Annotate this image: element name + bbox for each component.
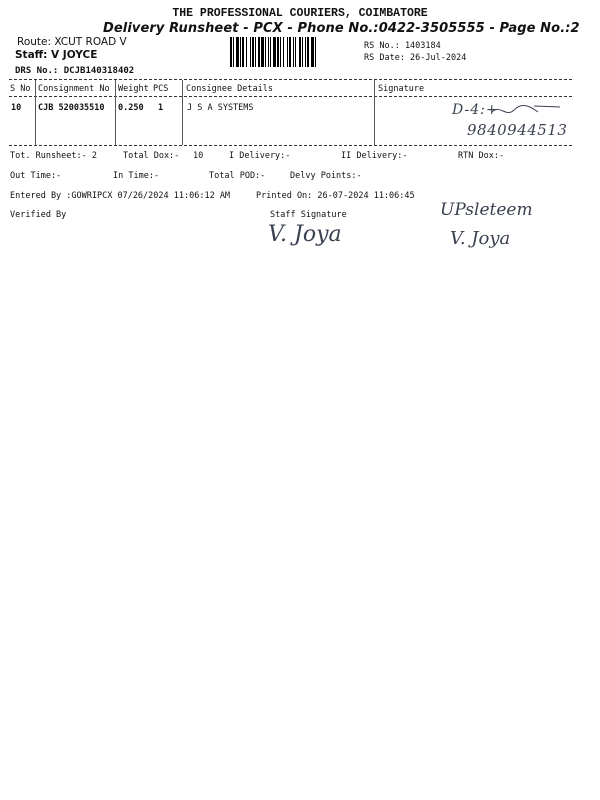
cell-pcs: 1 <box>158 103 164 113</box>
col-header-signature: Signature <box>378 84 425 94</box>
cell-sno: 10 <box>11 103 22 113</box>
col-divider <box>374 80 375 145</box>
col-divider <box>35 80 36 145</box>
col-header-sno: S No <box>10 84 31 94</box>
cell-consignment: CJB 520035510 <box>38 103 105 113</box>
runsheet-title: Delivery Runsheet - PCX - Phone No.:0422-3505555 - Page No.:2 <box>103 21 580 36</box>
staff-label: Staff: V JOYCE <box>15 49 98 61</box>
rtn-dox: RTN Dox:- <box>458 151 505 161</box>
staff-signature-handwriting: V. Joya <box>268 222 342 247</box>
col-divider <box>182 80 183 145</box>
table-header-rule <box>9 96 572 97</box>
cell-weight: 0.250 <box>118 103 144 113</box>
col-header-pcs: PCS <box>153 84 169 94</box>
signature-flourish-icon <box>490 100 562 120</box>
col-header-consignee: Consignee Details <box>186 84 273 94</box>
cell-signature-scribble: D-4:+ <box>452 102 499 118</box>
table-bottom-rule <box>9 145 572 146</box>
staff-signature-label: Staff Signature <box>270 210 347 220</box>
cell-signature-phone: 9840944513 <box>467 121 568 139</box>
company-name: THE PROFESSIONAL COURIERS, COIMBATORE <box>172 7 428 20</box>
verified-by: Verified By <box>10 210 67 220</box>
table-top-rule <box>9 79 572 80</box>
col-header-consignment: Consignment No <box>38 84 110 94</box>
i-delivery: I Delivery:- <box>229 151 291 161</box>
rs-number: RS No.: 1403184 <box>364 41 441 51</box>
col-divider <box>115 80 116 145</box>
entered-by: Entered By :GOWRIPCX 07/26/2024 11:06:12 AM <box>10 191 231 201</box>
col-header-weight: Weight <box>118 84 149 94</box>
delvy-points: Delvy Points:- <box>290 171 362 181</box>
route-label: Route: XCUT ROAD V <box>17 36 127 48</box>
printed-on: Printed On: 26-07-2024 11:06:45 <box>256 191 415 201</box>
cell-consignee: J S A SYSTEMS <box>187 103 254 113</box>
drs-number: DRS No.: DCJB140318402 <box>15 66 135 76</box>
right-signature-bottom: V. Joya <box>450 228 511 249</box>
out-time: Out Time:- <box>10 171 62 181</box>
in-time: In Time:- <box>113 171 160 181</box>
tot-runsheet: Tot. Runsheet:- 2 <box>10 151 97 161</box>
ii-delivery: II Delivery:- <box>341 151 408 161</box>
right-signature-top: UPsleteem <box>440 200 533 220</box>
total-pod: Total POD:- <box>209 171 266 181</box>
total-dox-value: 10 <box>193 151 204 161</box>
total-dox-label: Total Dox:- <box>123 151 180 161</box>
barcode <box>230 37 358 67</box>
rs-date: RS Date: 26-Jul-2024 <box>364 53 467 63</box>
